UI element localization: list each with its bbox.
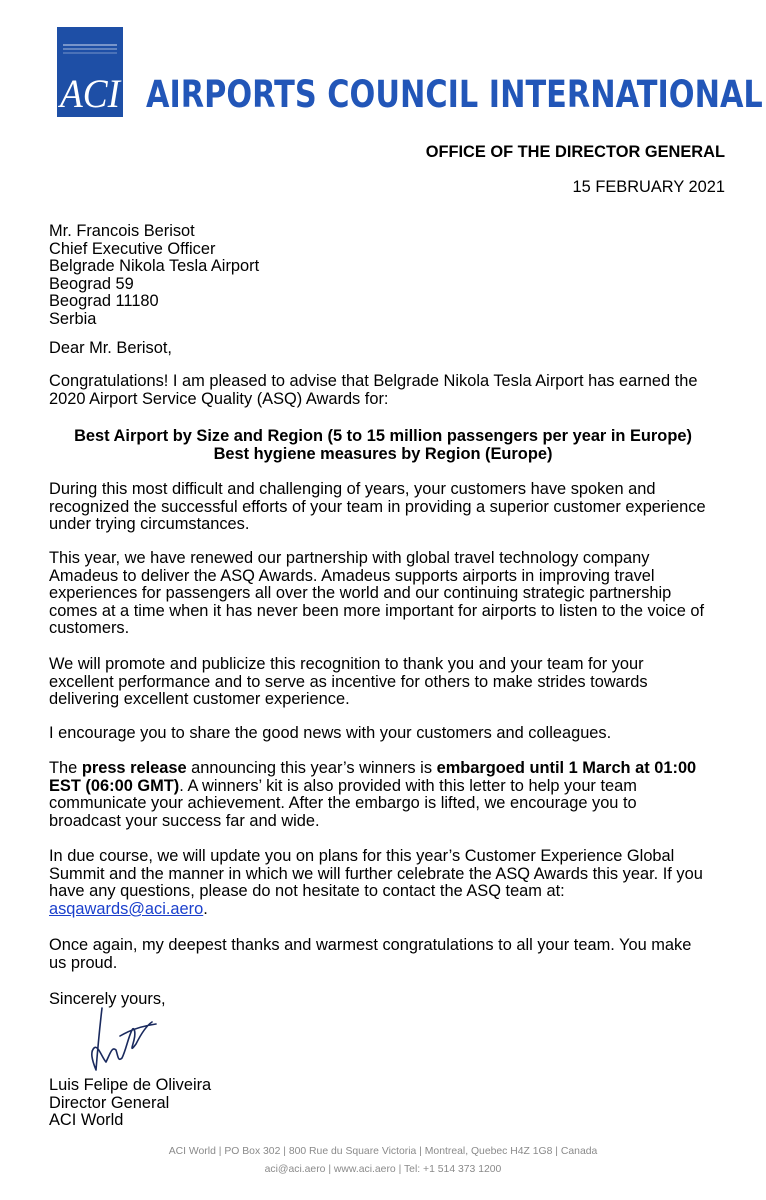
- handwritten-signature: [80, 1000, 180, 1085]
- text-line: us proud.: [49, 953, 118, 972]
- letter-date: 15 FEBRUARY 2021: [572, 178, 725, 196]
- text-line: EST (06:00 GMT). A winners’ kit is also provided with this letter to help your team: [49, 776, 637, 795]
- text-line: excellent performance and to serve as incentive for others to make strides towards: [49, 672, 648, 691]
- contact-email-link[interactable]: asqawards@aci.aero: [49, 899, 204, 918]
- award-item: Best hygiene measures by Region (Europe): [213, 444, 553, 463]
- text-line: under trying circumstances.: [49, 515, 250, 534]
- recipient-organization: Belgrade Nikola Tesla Airport: [49, 257, 260, 276]
- intro-paragraph: [49, 373, 729, 408]
- text-line: experiences for passengers all over the world and our continuing strategic partnership: [49, 584, 672, 603]
- office-title: OFFICE OF THE DIRECTOR GENERAL: [425, 143, 725, 161]
- signer-name: Luis Felipe de Oliveira: [49, 1076, 212, 1094]
- recipient-address: [49, 223, 729, 329]
- signer-title: Director General: [49, 1093, 170, 1112]
- text-line: Congratulations! I am pleased to advise that Belgrade Nikola Tesla Airport has earned the: [49, 372, 698, 390]
- text-line: delivering excellent customer experience.: [49, 690, 350, 709]
- press-release-emphasis: press release: [81, 759, 187, 777]
- partnership-paragraph: [49, 550, 729, 638]
- aci-logo: [57, 27, 123, 117]
- text-line: The press release announcing this year’s winners is embargoed until 1 March at 01:00: [49, 759, 697, 777]
- text-line: Once again, my deepest thanks and warmest congratulations to all your team. You make: [49, 936, 692, 954]
- awards-list: [49, 428, 717, 463]
- text-line: We will promote and publicize this recognition to thank you and your team for your: [49, 655, 644, 673]
- embargo-emphasis: embargoed until 1 March at 01:00: [436, 759, 697, 777]
- closing: Sincerely yours,: [49, 990, 166, 1008]
- text-line: have any questions, please do not hesitate to contact the ASQ team at:: [49, 882, 565, 901]
- text-line: comes at a time when it has never been more important for airports to listen to the voice of: [49, 601, 705, 620]
- recipient-title: Chief Executive Officer: [49, 239, 216, 258]
- signer-organization: ACI World: [49, 1111, 124, 1130]
- promote-paragraph: [49, 656, 729, 709]
- text-line: Summit and the manner in which we will further celebrate the ASQ Awards this year. If you: [49, 864, 703, 883]
- embargo-time-emphasis: EST (06:00 GMT): [49, 776, 180, 795]
- due-course-paragraph: [49, 848, 729, 918]
- text-line: broadcast your success far and wide.: [49, 811, 320, 830]
- recipient-city: Beograd 11180: [49, 292, 159, 311]
- text-line: asqawards@aci.aero.: [49, 899, 208, 918]
- text-line: Amadeus to deliver the ASQ Awards. Amadeus supports airports in improving travel: [49, 566, 655, 585]
- salutation: Dear Mr. Berisot,: [49, 339, 172, 357]
- footer-address: ACI World | PO Box 302 | 800 Rue du Square Victoria | Montreal, Quebec H4Z 1G8 | Canada: [168, 1146, 598, 1157]
- press-release-paragraph: [49, 760, 729, 830]
- signer-block: [49, 1077, 729, 1130]
- logo-text: ACI: [57, 71, 122, 116]
- text-line: recognized the successful efforts of your team in providing a superior customer experience: [49, 497, 706, 516]
- text-line: 2020 Airport Service Quality (ASQ) Awards for:: [49, 389, 389, 408]
- difficult-year-paragraph: [49, 481, 729, 534]
- recipient-country: Serbia: [49, 309, 97, 328]
- aci-logo-mark: [57, 27, 123, 117]
- text-line: During this most difficult and challenging of years, your customers have spoken and: [49, 480, 656, 498]
- organization-name: AIRPORTS COUNCIL INTERNATIONAL: [146, 73, 763, 116]
- text-line: This year, we have renewed our partnership with global travel technology company: [49, 549, 650, 567]
- encourage-paragraph: I encourage you to share the good news with your customers and colleagues.: [49, 724, 612, 742]
- text-line: customers.: [49, 619, 130, 638]
- footer-contact: aci@aci.aero | www.aci.aero | Tel: +1 514 373 1200: [264, 1164, 502, 1175]
- thanks-paragraph: [49, 937, 729, 972]
- recipient-name: Mr. Francois Berisot: [49, 222, 195, 240]
- text-line: In due course, we will update you on plans for this year’s Customer Experience Global: [49, 847, 675, 865]
- recipient-street: Beograd 59: [49, 274, 134, 293]
- award-item: Best Airport by Size and Region (5 to 15 million passengers per year in Europe): [74, 427, 692, 445]
- text-line: communicate your achievement. After the embargo is lifted, we encourage you to: [49, 794, 637, 813]
